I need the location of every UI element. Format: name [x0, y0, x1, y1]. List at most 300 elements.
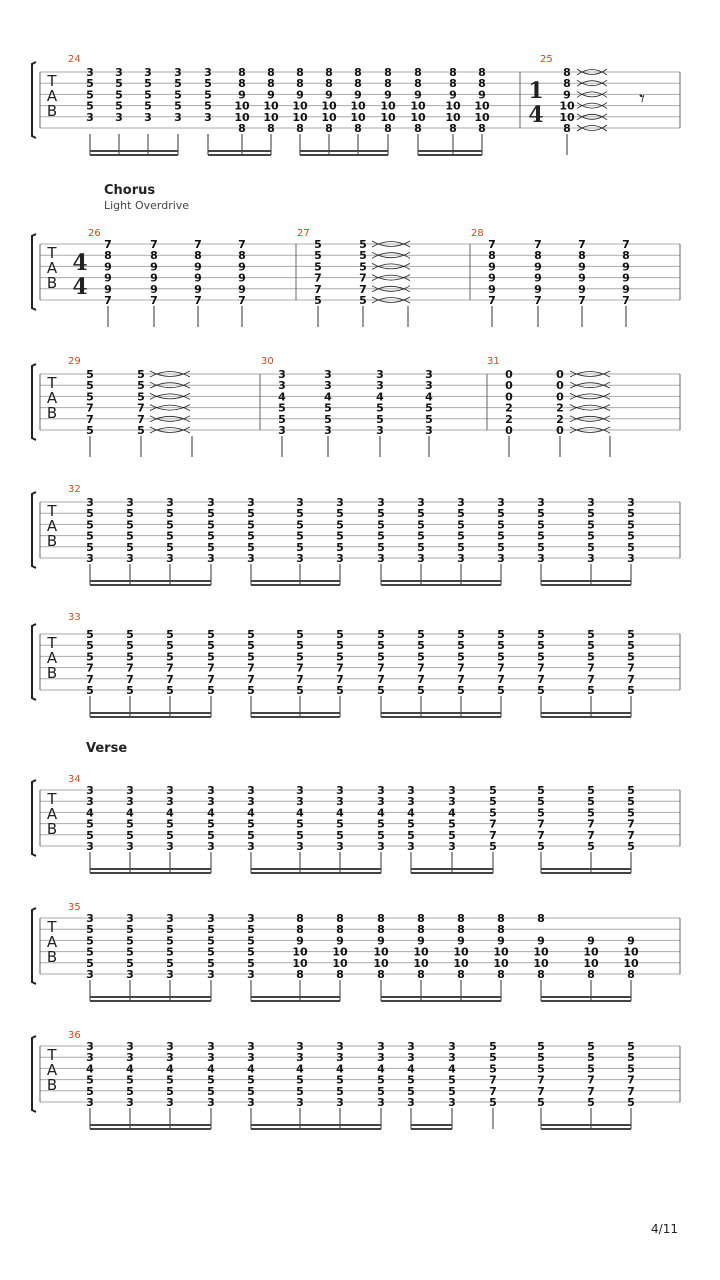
fret-number: 5: [207, 529, 215, 543]
eighth-rest: 𝄾: [639, 87, 645, 112]
fret-number: 10: [453, 945, 469, 959]
fret-number: 5: [207, 923, 215, 937]
measure-number: 33: [68, 612, 81, 623]
system-bracket: [32, 1036, 36, 1112]
fret-number: 5: [377, 650, 385, 664]
fret-number: 3: [207, 1040, 215, 1053]
tab-clef-letter: A: [46, 259, 58, 277]
fret-number: 5: [587, 1096, 595, 1109]
fret-number: 5: [417, 639, 425, 653]
fret-number: 5: [407, 817, 415, 831]
fret-number: 3: [86, 912, 94, 925]
fret-number: 5: [86, 828, 94, 842]
fret-number: 8: [325, 122, 333, 135]
fret-number: 7: [457, 661, 465, 675]
fret-number: 7: [166, 672, 174, 686]
fret-number: 8: [238, 122, 246, 135]
fret-number: 7: [587, 672, 595, 686]
fret-number: 5: [207, 828, 215, 842]
fret-number: 3: [278, 368, 286, 381]
fret-number: 10: [373, 956, 389, 970]
fret-number: 9: [238, 271, 246, 285]
fret-number: 5: [247, 540, 255, 554]
fret-number: 5: [247, 934, 255, 948]
fret-number: 7: [314, 271, 322, 285]
fret-number: 10: [292, 945, 308, 959]
fret-number: 5: [627, 784, 635, 797]
fret-number: 4: [247, 806, 255, 820]
fret-number: 3: [425, 424, 433, 437]
fret-number: 8: [296, 968, 304, 981]
fret-number: 3: [166, 912, 174, 925]
fret-number: 7: [86, 412, 94, 426]
fret-number: 0: [505, 368, 513, 381]
fret-number: 5: [166, 923, 174, 937]
fret-number: 5: [207, 628, 215, 641]
fret-number: 3: [207, 552, 215, 565]
fret-number: 7: [627, 1073, 635, 1087]
tab-clef-letter: A: [46, 1061, 58, 1079]
fret-number: 5: [537, 639, 545, 653]
tab-clef-letter: B: [46, 1076, 58, 1094]
fret-number: 8: [478, 66, 486, 79]
fret-number: 8: [384, 66, 392, 79]
fret-number: 10: [373, 945, 389, 959]
fret-number: 8: [622, 249, 630, 263]
measure-number: 31: [487, 356, 500, 367]
fret-number: 9: [488, 271, 496, 285]
fret-number: 5: [207, 945, 215, 959]
fret-number: 3: [166, 784, 174, 797]
fret-number: 5: [587, 806, 595, 820]
fret-number: 8: [627, 968, 635, 981]
fret-number: 5: [376, 401, 384, 415]
fret-number: 3: [448, 1051, 456, 1065]
fret-number: 5: [86, 684, 94, 697]
fret-number: 5: [336, 1073, 344, 1087]
fret-number: 5: [174, 88, 182, 102]
fret-number: 7: [497, 672, 505, 686]
fret-number: 3: [296, 1051, 304, 1065]
fret-number: 4: [448, 806, 456, 820]
fret-number: 10: [380, 110, 396, 124]
fret-number: 5: [247, 923, 255, 937]
fret-number: 5: [86, 628, 94, 641]
tab-clef-letter: B: [46, 532, 58, 550]
fret-number: 5: [314, 238, 322, 251]
fret-number: 0: [556, 390, 564, 404]
fret-number: 5: [627, 507, 635, 521]
fret-number: 5: [137, 424, 145, 437]
fret-number: 5: [537, 650, 545, 664]
fret-number: 3: [86, 1051, 94, 1065]
fret-number: 5: [587, 1051, 595, 1065]
fret-number: 8: [267, 66, 275, 79]
fret-number: 5: [166, 540, 174, 554]
fret-number: 3: [126, 784, 134, 797]
fret-number: 5: [126, 1084, 134, 1098]
fret-number: 3: [86, 66, 94, 79]
tab-clef-letter: A: [46, 389, 58, 407]
fret-number: 5: [489, 1040, 497, 1053]
fret-number: 5: [296, 817, 304, 831]
fret-number: 3: [144, 110, 152, 124]
fret-number: 0: [505, 390, 513, 404]
fret-number: 5: [489, 1051, 497, 1065]
fret-number: 5: [377, 628, 385, 641]
fret-number: 10: [380, 99, 396, 113]
system-bracket: [32, 624, 36, 700]
fret-number: 0: [505, 424, 513, 437]
fret-number: 9: [534, 271, 542, 285]
fret-number: 2: [556, 412, 564, 426]
fret-number: 5: [537, 1051, 545, 1065]
fret-number: 3: [247, 1051, 255, 1065]
fret-number: 9: [104, 260, 112, 274]
fret-number: 5: [537, 784, 545, 797]
fret-number: 8: [377, 923, 385, 937]
fret-number: 10: [410, 110, 426, 124]
fret-number: 5: [86, 529, 94, 543]
measure-number: 32: [68, 484, 81, 495]
fret-number: 5: [296, 1084, 304, 1098]
fret-number: 10: [413, 956, 429, 970]
fret-number: 9: [354, 88, 362, 102]
fret-number: 7: [537, 661, 545, 675]
fret-number: 8: [578, 249, 586, 263]
fret-number: 3: [86, 840, 94, 853]
fret-number: 3: [336, 1051, 344, 1065]
tab-clef-letter: T: [47, 244, 57, 262]
tab-clef-letter: A: [46, 649, 58, 667]
fret-number: 5: [417, 507, 425, 521]
fret-number: 3: [86, 968, 94, 981]
fret-number: 7: [627, 828, 635, 842]
fret-number: 5: [448, 1084, 456, 1098]
fret-number: 5: [296, 518, 304, 532]
fret-number: 4: [407, 1062, 415, 1076]
fret-number: 5: [359, 260, 367, 274]
fret-number: 5: [377, 529, 385, 543]
fret-number: 3: [336, 840, 344, 853]
fret-number: 5: [126, 684, 134, 697]
measure-number: 35: [68, 902, 81, 913]
fret-number: 5: [144, 77, 152, 91]
fret-number: 5: [126, 817, 134, 831]
fret-number: 5: [86, 934, 94, 948]
fret-number: 0: [505, 379, 513, 393]
fret-number: 5: [126, 1073, 134, 1087]
fret-number: 4: [86, 1062, 94, 1076]
fret-number: 5: [86, 99, 94, 113]
fret-number: 4: [324, 390, 332, 404]
fret-number: 5: [207, 684, 215, 697]
fret-number: 7: [627, 1084, 635, 1098]
fret-number: 5: [166, 817, 174, 831]
fret-number: 5: [296, 507, 304, 521]
fret-number: 10: [292, 956, 308, 970]
fret-number: 4: [376, 390, 384, 404]
time-signature-bottom: 4: [528, 102, 544, 128]
fret-number: 3: [448, 1096, 456, 1109]
fret-number: 5: [587, 540, 595, 554]
tab-clef-letter: B: [46, 274, 58, 292]
fret-number: 3: [207, 840, 215, 853]
fret-number: 3: [448, 840, 456, 853]
fret-number: 8: [534, 249, 542, 263]
fret-number: 7: [488, 238, 496, 251]
fret-number: 5: [537, 529, 545, 543]
fret-number: 4: [166, 1062, 174, 1076]
fret-number: 5: [86, 518, 94, 532]
fret-number: 10: [583, 956, 599, 970]
fret-number: 5: [425, 412, 433, 426]
fret-number: 9: [622, 271, 630, 285]
fret-number: 5: [489, 806, 497, 820]
system-bracket: [32, 62, 36, 138]
fret-number: 9: [534, 282, 542, 296]
fret-number: 5: [247, 1084, 255, 1098]
fret-number: 5: [166, 828, 174, 842]
fret-number: 5: [627, 684, 635, 697]
fret-number: 5: [336, 628, 344, 641]
fret-number: 3: [377, 840, 385, 853]
fret-number: 5: [296, 1073, 304, 1087]
fret-number: 8: [587, 968, 595, 981]
fret-number: 3: [278, 424, 286, 437]
fret-number: 5: [247, 639, 255, 653]
fret-number: 10: [453, 956, 469, 970]
fret-number: 3: [126, 496, 134, 509]
fret-number: 5: [417, 529, 425, 543]
measure-number: 30: [261, 356, 274, 367]
fret-number: 3: [537, 552, 545, 565]
fret-number: 5: [207, 507, 215, 521]
fret-number: 3: [448, 1040, 456, 1053]
fret-number: 5: [627, 529, 635, 543]
fret-number: 3: [247, 1040, 255, 1053]
fret-number: 5: [457, 529, 465, 543]
fret-number: 5: [587, 840, 595, 853]
fret-number: 8: [478, 122, 486, 135]
fret-number: 5: [537, 840, 545, 853]
fret-number: 5: [126, 956, 134, 970]
fret-number: 5: [457, 518, 465, 532]
fret-number: 5: [336, 529, 344, 543]
fret-number: 5: [207, 1084, 215, 1098]
fret-number: 5: [497, 684, 505, 697]
fret-number: 4: [126, 806, 134, 820]
fret-number: 8: [296, 912, 304, 925]
fret-number: 3: [425, 379, 433, 393]
fret-number: 8: [497, 912, 505, 925]
fret-number: 5: [377, 507, 385, 521]
fret-number: 7: [537, 1073, 545, 1087]
fret-number: 2: [556, 401, 564, 415]
fret-number: 5: [377, 1084, 385, 1098]
fret-number: 5: [86, 650, 94, 664]
fret-number: 4: [207, 806, 215, 820]
fret-number: 3: [336, 552, 344, 565]
fret-number: 4: [126, 1062, 134, 1076]
system-bracket: [32, 364, 36, 440]
fret-number: 3: [207, 968, 215, 981]
fret-number: 3: [377, 1040, 385, 1053]
fret-number: 3: [166, 968, 174, 981]
fret-number: 5: [86, 379, 94, 393]
fret-number: 5: [166, 650, 174, 664]
fret-number: 9: [497, 934, 505, 948]
fret-number: 5: [448, 817, 456, 831]
fret-number: 3: [86, 1096, 94, 1109]
fret-number: 5: [377, 518, 385, 532]
fret-number: 3: [407, 1051, 415, 1065]
fret-number: 8: [150, 249, 158, 263]
fret-number: 5: [247, 650, 255, 664]
tab-clef-letter: T: [47, 918, 57, 936]
fret-number: 4: [425, 390, 433, 404]
fret-number: 5: [537, 540, 545, 554]
tab-clef-letter: T: [47, 634, 57, 652]
fret-number: 9: [325, 88, 333, 102]
fret-number: 5: [489, 795, 497, 809]
fret-number: 4: [86, 806, 94, 820]
fret-number: 5: [166, 518, 174, 532]
fret-number: 3: [296, 840, 304, 853]
fret-number: 3: [86, 110, 94, 124]
fret-number: 10: [474, 110, 490, 124]
fret-number: 10: [350, 110, 366, 124]
fret-number: 5: [417, 628, 425, 641]
section-title-chorus: Chorus: [104, 183, 156, 198]
fret-number: 5: [407, 1073, 415, 1087]
fret-number: 3: [296, 784, 304, 797]
fret-number: 7: [104, 294, 112, 307]
fret-number: 7: [489, 1084, 497, 1098]
fret-number: 5: [336, 507, 344, 521]
tab-clef-letter: T: [47, 374, 57, 392]
tab-clef-letter: T: [47, 72, 57, 90]
fret-number: 8: [417, 912, 425, 925]
fret-number: 3: [497, 496, 505, 509]
fret-number: 5: [247, 817, 255, 831]
fret-number: 7: [247, 672, 255, 686]
fret-number: 4: [377, 806, 385, 820]
fret-number: 5: [86, 88, 94, 102]
fret-number: 5: [86, 817, 94, 831]
fret-number: 3: [425, 368, 433, 381]
fret-number: 5: [457, 650, 465, 664]
fret-number: 8: [537, 912, 545, 925]
fret-number: 5: [296, 828, 304, 842]
fret-number: 3: [247, 840, 255, 853]
fret-number: 5: [587, 784, 595, 797]
fret-number: 9: [194, 271, 202, 285]
fret-number: 5: [587, 684, 595, 697]
fret-number: 9: [377, 934, 385, 948]
tab-clef-letter: B: [46, 102, 58, 120]
fret-number: 3: [336, 1040, 344, 1053]
fret-number: 5: [86, 390, 94, 404]
fret-number: 3: [247, 552, 255, 565]
fret-number: 8: [449, 66, 457, 79]
fret-number: 7: [537, 1084, 545, 1098]
fret-number: 3: [126, 1096, 134, 1109]
fret-number: 5: [115, 99, 123, 113]
fret-number: 3: [126, 840, 134, 853]
fret-number: 3: [86, 552, 94, 565]
measure-number: 24: [68, 54, 81, 65]
fret-number: 3: [376, 424, 384, 437]
fret-number: 3: [407, 795, 415, 809]
fret-number: 5: [314, 260, 322, 274]
fret-number: 5: [336, 639, 344, 653]
fret-number: 3: [126, 968, 134, 981]
fret-number: 3: [115, 66, 123, 79]
fret-number: 10: [413, 945, 429, 959]
fret-number: 5: [247, 945, 255, 959]
fret-number: 7: [489, 817, 497, 831]
fret-number: 5: [587, 650, 595, 664]
page-number: 4/11: [651, 1222, 678, 1236]
fret-number: 3: [174, 110, 182, 124]
fret-number: 7: [587, 828, 595, 842]
time-signature-top: 4: [72, 250, 88, 276]
fret-number: 3: [407, 1040, 415, 1053]
fret-number: 7: [534, 238, 542, 251]
fret-number: 8: [449, 122, 457, 135]
fret-number: 5: [207, 650, 215, 664]
fret-number: 9: [627, 934, 635, 948]
fret-number: 3: [126, 1051, 134, 1065]
fret-number: 5: [336, 817, 344, 831]
fret-number: 5: [207, 956, 215, 970]
tab-clef-letter: A: [46, 87, 58, 105]
fret-number: 3: [166, 552, 174, 565]
fret-number: 5: [204, 99, 212, 113]
fret-number: 5: [497, 650, 505, 664]
section-title-verse: Verse: [86, 741, 128, 756]
fret-number: 9: [194, 260, 202, 274]
fret-number: 5: [166, 684, 174, 697]
fret-number: 8: [417, 923, 425, 937]
fret-number: 8: [296, 66, 304, 79]
fret-number: 10: [234, 110, 250, 124]
fret-number: 10: [623, 945, 639, 959]
fret-number: 10: [559, 110, 575, 124]
fret-number: 7: [377, 661, 385, 675]
tab-clef-letter: A: [46, 805, 58, 823]
fret-number: 5: [336, 518, 344, 532]
fret-number: 7: [627, 661, 635, 675]
fret-number: 5: [247, 684, 255, 697]
fret-number: 5: [166, 507, 174, 521]
fret-number: 5: [247, 518, 255, 532]
fret-number: 5: [278, 401, 286, 415]
fret-number: 9: [238, 88, 246, 102]
fret-number: 3: [376, 379, 384, 393]
fret-number: 9: [622, 282, 630, 296]
measure-number: 29: [68, 356, 81, 367]
fret-number: 8: [457, 923, 465, 937]
fret-number: 5: [86, 540, 94, 554]
fret-number: 5: [296, 529, 304, 543]
fret-number: 3: [207, 496, 215, 509]
fret-number: 4: [336, 806, 344, 820]
fret-number: 9: [104, 282, 112, 296]
fret-number: 10: [583, 945, 599, 959]
fret-number: 3: [377, 1096, 385, 1109]
